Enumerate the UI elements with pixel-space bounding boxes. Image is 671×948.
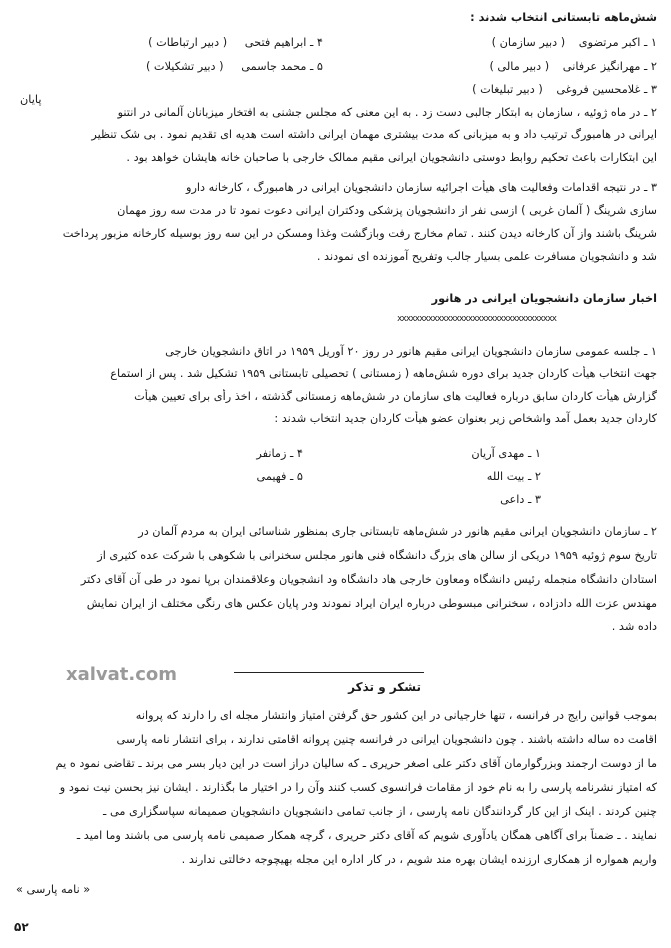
elected-item: ۵ ـ محمد جاسمی ( دبیر تشکیلات ): [145, 60, 323, 73]
elected-item: ۱ ـ مهدی آریان: [471, 447, 541, 460]
paragraph-line: شد و دانشجویان مسافرت علمی بسیار جالب وتفریح آموزنده ای نمودند .: [316, 250, 657, 263]
elected-name: فهیمی: [256, 470, 287, 483]
elected-item: ۲ ـ بیت الله: [486, 470, 541, 483]
elected-name: زمانفر: [256, 447, 287, 460]
paragraph-line: ۲ ـ در ماه ژوئیه ، سازمان به ابتکار جالبی دست زد . به این معنی که مجلس جشنی به افتخار میزبانان آلمانی در انتنو: [117, 106, 657, 119]
elected-name: مهدی آریان: [471, 447, 525, 460]
section-title: تشکر و تذکر: [348, 680, 421, 694]
paragraph-line: استادان دانشگاه منجمله رئیس دانشگاه ومعاون خارجی هاد دانشگاه ود انشجویان وعلاقمندان برپا نمود در طی آن آقای دکتر: [80, 573, 657, 586]
elected-item: ۴ ـ ابراهیم فتحی ( دبیر ارتباطات ): [148, 36, 323, 49]
elected-name: مهرانگیز عرفانی: [562, 60, 641, 73]
elected-item: ۵ ـ فهیمی: [256, 470, 303, 483]
paragraph-line: سازی شرینگ ( آلمان غربی ) ازسی نفر از دانشجویان پزشکی ودکتران ایرانی دعوت نمود تا در مدت سه روز مهمان: [117, 204, 657, 217]
watermark: xalvat.com: [66, 664, 178, 685]
elected-name: اکبر مرتضوی: [578, 36, 641, 49]
paragraph-line: تاریخ سوم ژوئیه ۱۹۵۹ دریکی از سالن های بزرگ دانشگاه فنی هانور مجلس سخنرانی با شکوهی با شرکت عده کثیری از: [97, 549, 657, 562]
margin-note: پایان: [20, 93, 42, 106]
paragraph-line: گزارش هیأت کاردان سابق درباره فعالیت های سازمان در شش‌ماهه زمستانی گذشته ، اخذ رأی برای تعیین هیأت: [134, 390, 657, 403]
header-line: شش‌ماهه تابستانی انتخاب شدند :: [470, 11, 657, 24]
signature: « نامه پارسی »: [16, 883, 91, 896]
paragraph-line: چنین کردند . اینک از این کار گردانندگان نامه پارسی ، از جانب تمامی دانشجویان دانشجویان صمیمانه سپاسگزاری می ـ: [103, 805, 657, 818]
elected-item: ۳ ـ غلامحسین فروغی ( دبیر تبلیغات ): [472, 83, 657, 96]
paragraph-line: جهت انتخاب هیأت کاردان جدید برای دوره شش‌ماهه ( زمستانی ) تحصیلی تابستانی ۱۹۵۹ تشکیل شد . پس از استماع: [110, 367, 657, 380]
section-title: اخبار سازمان دانشجویان ایرانی در هانور: [431, 292, 657, 305]
elected-role: ( دبیر تشکیلات ): [145, 60, 224, 73]
elected-item: ۲ ـ مهرانگیز عرفانی ( دبیر مالی ): [489, 60, 657, 73]
elected-name: غلامحسین فروغی: [556, 83, 641, 96]
paragraph-line: اقامت ده ساله داشته باشند . چون دانشجویان ایرانی در فرانسه چنین پروانه اقامتی ندارند ، برای انتشار نامه پارسی: [116, 733, 657, 746]
paragraph-line: کاردان جدید بعمل آمد واشخاص زیر بعنوان عضو هیأت کاردان جدید انتخاب شدند :: [274, 412, 657, 425]
elected-item: ۳ ـ داعی: [500, 493, 541, 506]
paragraph-line: واریم همواره از همکاری ارزنده ایشان بهره مند شویم ، در کار اداره این مجله بهیچوجه دخالتی ندارند .: [181, 853, 657, 866]
paragraph-line: داده شد .: [611, 620, 657, 633]
elected-name: داعی: [500, 493, 525, 506]
paragraph-line: ۳ ـ در نتیجه اقدامات وفعالیت های هیأت اجرائیه سازمان دانشجویان ایرانی در هامبورگ ، کارخانه ‌دارو‌: [186, 181, 657, 194]
paragraph-line: ما از دوست ارجمند وبزرگوارمان آقای دکتر علی اصغر حریری ـ که سالیان دراز است در این دیار بسر می برند ـ تقاضی نمود ه‌ یم: [55, 757, 657, 770]
elected-item: ۱ ـ اکبر مرتضوی ( دبیر سازمان ): [491, 36, 657, 49]
elected-name: محمد جاسمی: [241, 60, 307, 73]
elected-role: ( دبیر سازمان ): [491, 36, 566, 49]
section-divider: [234, 672, 424, 673]
paragraph-line: ایرانی در هامبورگ ترتیب داد و به میزبانی که مدت بیشتری مهمان ایرانی داشته است هدیه ای تقدیم نمود . بی شک تنظیر: [91, 128, 657, 141]
paragraph-line: بموجب قوانین رایج در فرانسه ، تنها خارجیانی در این کشور حق گرفتن امتیاز وانتشار مجله ای را دارند که پروانه: [135, 709, 657, 722]
paragraph-line: مهندس عزت الله دادزاده ، سخنرانی مبسوطی درباره ایران ایراد نمودند ودر پایان عکس های رنگی مختلف از ایران نمایش: [86, 597, 657, 610]
elected-item: ۴ ـ زمانفر: [256, 447, 303, 460]
paragraph-line: این ابتکارات باعث تحکیم روابط دوستی دانشجویان ایرانی مقیم ممالک خارجی با صاحبان خانه هایشان خواهد بود .: [126, 151, 657, 164]
paragraph-line: نمایند . ـ ضمناً برای آگاهی همگان یادآوری شویم که آقای دکتر حریری ، گرچه همکار صمیمی نامه پارسی می باشند وما امید ـ: [76, 829, 657, 842]
elected-role: ( دبیر مالی ): [489, 60, 550, 73]
paragraph-line: شرینگ باشند واز آن کارخانه دیدن کنند . تمام مخارج رفت وبازگشت وغذا ومسکن در این سه روز بوسیله کارخانه مزبور پرداخت: [62, 227, 657, 240]
separator: xxxxxxxxxxxxxxxxxxxxxxxxxxxxxxxxxxxx: [397, 314, 557, 324]
paragraph-line: ۱ ـ جلسه عمومی سازمان دانشجویان ایرانی مقیم هانور در روز ۲۰ آوریل ۱۹۵۹ در اتاق دانشجویان خارجی: [165, 345, 657, 358]
paragraph-line: ۲ ـ سازمان دانشجویان ایرانی مقیم هانور در شش‌ماهه تابستانی جاری بمنظور شناسائی ایران به مردم آلمان در: [138, 525, 657, 538]
elected-name: بیت الله: [486, 470, 525, 483]
page-number: ۵۲: [14, 920, 29, 934]
paragraph-line: که امتیاز نشرنامه پارسی را به نام خود از مقامات فرانسوی کسب کنند وآن را در اختیار ما بگذارند . ایشان نیز بحسن نیت نمود و: [59, 781, 657, 794]
elected-role: ( دبیر تبلیغات ): [472, 83, 543, 96]
elected-role: ( دبیر ارتباطات ): [148, 36, 228, 49]
elected-name: ابراهیم فتحی: [244, 36, 307, 49]
